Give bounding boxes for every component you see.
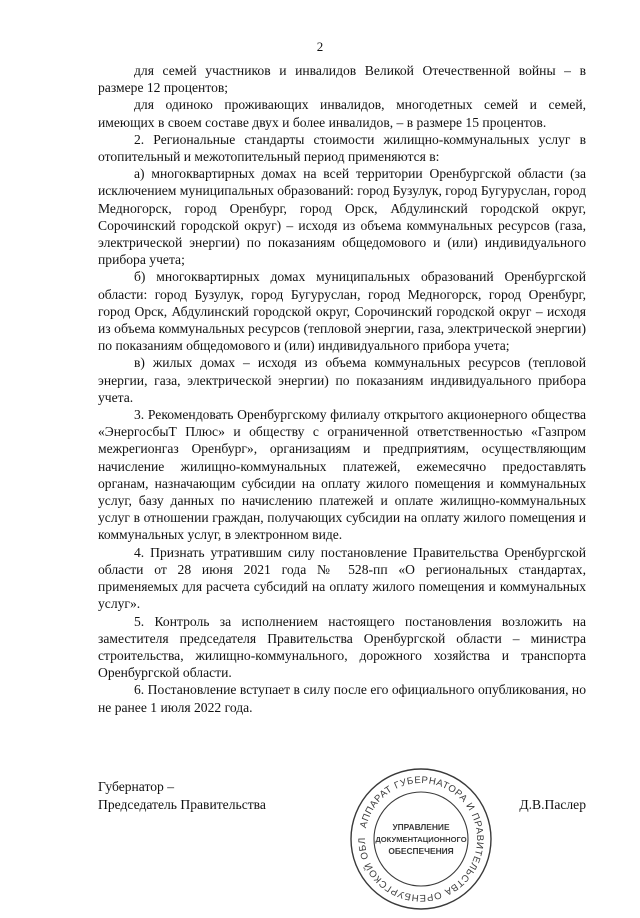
paragraph-2: для одиноко проживающих инвалидов, многодетных семей и семей, имеющих в своем составе двух и более инвалидов, – в размере 15 процентов. xyxy=(98,97,586,130)
stamp-center-line-3: ОБЕСПЕЧЕНИЯ xyxy=(388,846,454,856)
paragraph-1: для семей участников и инвалидов Великой Отечественной войны – в размере 12 процентов; xyxy=(98,63,586,96)
stamp-center-line-2: ДОКУМЕНТАЦИОННОГО xyxy=(375,835,467,844)
official-stamp xyxy=(346,764,496,914)
signatory-title xyxy=(98,778,266,814)
paragraph-4: а) многоквартирных домах на всей территории Оренбургской области (за исключением муниципальных образований: город Бузулук, город Бугуруслан, город Медногорск, город Оренбург, город Орск, Абдулинский городской округ, Сорочинский городской округ) – исходя из объема коммунальных ресурсов (газа, электрической энергии) по показаниям общедомового и (или) индивидуального прибора учета; xyxy=(98,166,586,268)
document-body xyxy=(98,62,586,716)
stamp-ring-text: АППАРАТ ГУБЕРНАТОРА И ПРАВИТЕЛЬСТВА ОРЕНБУРГСКОЙ ОБЛ xyxy=(356,774,486,904)
signatory-title-line-2: Председатель Правительства xyxy=(98,797,266,812)
signatory-title-line-1: Губернатор – xyxy=(98,779,175,794)
stamp-seal-graphic xyxy=(346,764,496,914)
paragraph-7: 3. Рекомендовать Оренбургскому филиалу открытого акционерного общества «ЭнергосбыТ Плюс» и обществу с ограниченной ответственностью «Газпром межрегионгаз Оренбург», организациям и предприятиям, осуществляющим начисление жилищно-коммунальных платежей, ежемесячно предоставлять органам, назначающим субсидии на оплату жилого помещения и коммунальных услуг, базу данных по начислению платежей и оплате жилищно-коммунальных услуг в отношении граждан, получающих субсидии на оплату жилого помещения и коммунальных услуг, в электронном виде. xyxy=(98,407,586,543)
paragraph-5: б) многоквартирных домах муниципальных образований Оренбургской области: город Бузулук, город Бугуруслан, город Медногорск, город Оренбург, город Орск, Абдулинский городской округ, Сорочинский городской округ – исходя из объема коммунальных ресурсов (тепловой энергии, газа, электрической энергии) по показаниям общедомового и (или) индивидуального прибора учета; xyxy=(98,269,586,354)
paragraph-8: 4. Признать утратившим силу постановление Правительства Оренбургской области от 28 июня 2021 года № 528-пп «О региональных стандартах, применяемых для расчета субсидий на оплату жилого помещения и коммунальных услуг». xyxy=(98,544,586,612)
paragraph-6: в) жилых домах – исходя из объема коммунальных ресурсов (тепловой энергии, газа, электрической энергии) по показаниям индивидуального прибора учета. xyxy=(98,355,586,405)
stamp-center-line-1: УПРАВЛЕНИЕ xyxy=(392,822,450,832)
page-number: 2 xyxy=(316,39,324,54)
paragraph-3: 2. Региональные стандарты стоимости жилищно-коммунальных услуг в отопительный и межотопительный период применяются в: xyxy=(98,131,586,165)
signature-block xyxy=(98,774,586,904)
paragraph-9: 5. Контроль за исполнением настоящего постановления возложить на заместителя председателя Правительства Оренбургской области – министра строительства, жилищно-коммунального, дорожного хозяйства и транспорта Оренбургской области. xyxy=(98,613,586,681)
signatory-name: Д.В.Паслер xyxy=(519,797,586,812)
paragraph-10: 6. Постановление вступает в силу после его официального опубликования, но не ранее 1 июля 2022 года. xyxy=(98,682,586,715)
